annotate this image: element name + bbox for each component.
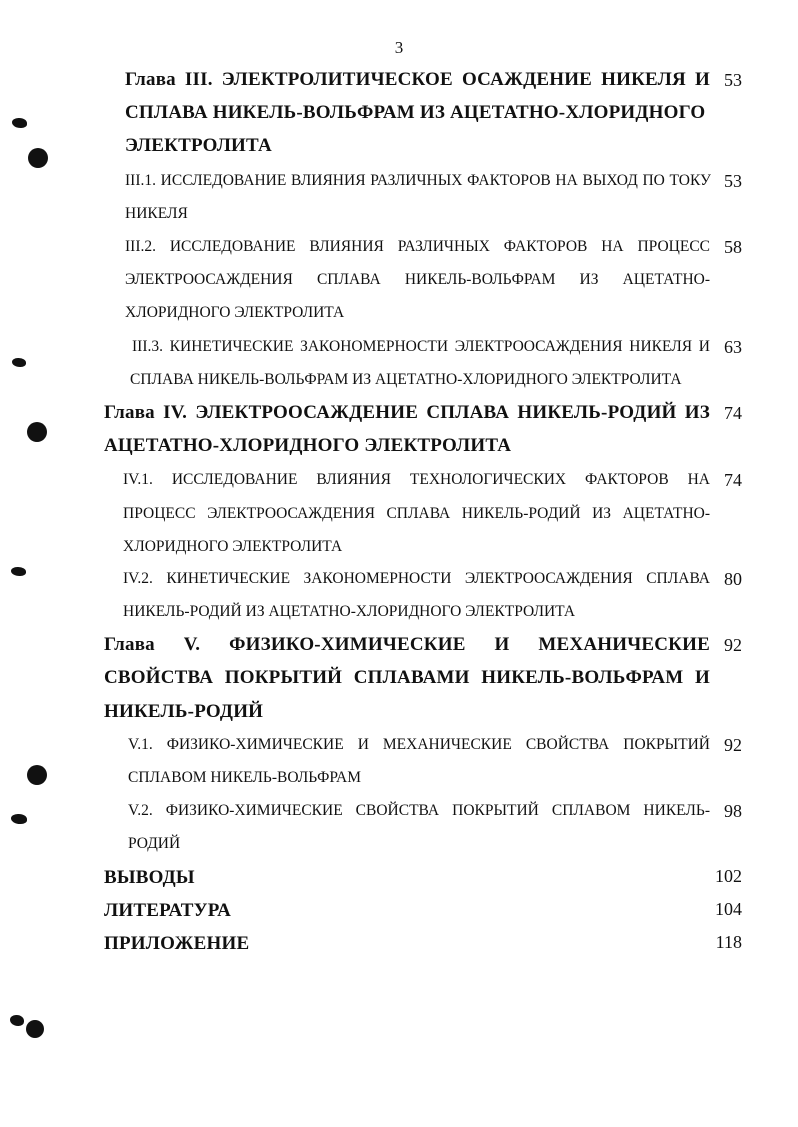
- toc-literature: ЛИТЕРАТУРА: [104, 900, 232, 921]
- binder-hole-mark: [27, 422, 47, 442]
- toc-section-3-1-line-1: III.1. ИССЛЕДОВАНИЕ ВЛИЯНИЯ РАЗЛИЧНЫХ ФАКТОРОВ НА ВЫХОД ПО ТОКУ: [125, 172, 711, 189]
- toc-section-5-1-line-2: СПЛАВОМ НИКЕЛЬ-ВОЛЬФРАМ: [128, 769, 362, 786]
- toc-page-literature: 104: [715, 899, 742, 919]
- toc-chapter-3-line-2: СПЛАВА НИКЕЛЬ-ВОЛЬФРАМ ИЗ АЦЕТАТНО-ХЛОРИДНОГО: [125, 102, 706, 123]
- toc-page-section-3-1: 53: [724, 171, 742, 191]
- toc-section-4-1-line-2: ПРОЦЕСС ЭЛЕКТРООСАЖДЕНИЯ СПЛАВА НИКЕЛЬ-РОДИЙ ИЗ АЦЕТАТНО-: [123, 505, 710, 522]
- toc-chapter-4-line-2: АЦЕТАТНО-ХЛОРИДНОГО ЭЛЕКТРОЛИТА: [104, 435, 512, 456]
- page-number: 3: [394, 38, 404, 57]
- ink-blot-mark: [12, 358, 26, 367]
- toc-section-5-1-line-1: V.1. ФИЗИКО-ХИМИЧЕСКИЕ И МЕХАНИЧЕСКИЕ СВОЙСТВА ПОКРЫТИЙ: [128, 736, 710, 753]
- toc-section-3-3-line-1: III.3. КИНЕТИЧЕСКИЕ ЗАКОНОМЕРНОСТИ ЭЛЕКТРООСАЖДЕНИЯ НИКЕЛЯ И: [132, 338, 710, 355]
- binder-hole-mark: [28, 148, 48, 168]
- toc-chapter-3-line-3: ЭЛЕКТРОЛИТА: [125, 135, 272, 156]
- ink-blot-mark: [10, 1015, 24, 1026]
- toc-page-section-3-3: 63: [724, 337, 742, 357]
- toc-section-3-2-line-2: ЭЛЕКТРООСАЖДЕНИЯ СПЛАВА НИКЕЛЬ-ВОЛЬФРАМ ИЗ АЦЕТАТНО-: [125, 271, 710, 288]
- toc-section-3-2-line-3: ХЛОРИДНОГО ЭЛЕКТРОЛИТА: [125, 304, 345, 321]
- toc-section-3-3-line-2: СПЛАВА НИКЕЛЬ-ВОЛЬФРАМ ИЗ АЦЕТАТНО-ХЛОРИДНОГО ЭЛЕКТРОЛИТА: [130, 371, 682, 388]
- toc-page-section-4-2: 80: [724, 569, 742, 589]
- ink-blot-mark: [12, 118, 27, 128]
- toc-section-4-2-line-1: IV.2. КИНЕТИЧЕСКИЕ ЗАКОНОМЕРНОСТИ ЭЛЕКТРООСАЖДЕНИЯ СПЛАВА: [123, 570, 710, 587]
- binder-hole-mark: [26, 1020, 44, 1038]
- toc-section-3-1-line-2: НИКЕЛЯ: [125, 205, 188, 222]
- toc-page-section-4-1: 74: [724, 470, 742, 490]
- binder-hole-mark: [27, 765, 47, 785]
- toc-section-3-2-line-1: III.2. ИССЛЕДОВАНИЕ ВЛИЯНИЯ РАЗЛИЧНЫХ ФАКТОРОВ НА ПРОЦЕСС: [125, 238, 710, 255]
- toc-page-chapter-5: 92: [724, 635, 742, 655]
- toc-appendix: ПРИЛОЖЕНИЕ: [104, 933, 250, 954]
- toc-page-section-3-2: 58: [724, 237, 742, 257]
- ink-blot-mark: [11, 567, 26, 576]
- toc-chapter-4-line-1: Глава IV. ЭЛЕКТРООСАЖДЕНИЕ СПЛАВА НИКЕЛЬ-РОДИЙ ИЗ: [104, 402, 710, 423]
- toc-page-section-5-1: 92: [724, 735, 742, 755]
- toc-page-appendix: 118: [715, 932, 742, 952]
- toc-section-5-2-line-2: РОДИЙ: [128, 835, 181, 852]
- ink-blot-mark: [11, 814, 27, 824]
- toc-chapter-5-line-2: СВОЙСТВА ПОКРЫТИЙ СПЛАВАМИ НИКЕЛЬ-ВОЛЬФРАМ И: [104, 667, 710, 688]
- toc-section-5-2-line-1: V.2. ФИЗИКО-ХИМИЧЕСКИЕ СВОЙСТВА ПОКРЫТИЙ СПЛАВОМ НИКЕЛЬ-: [128, 802, 710, 819]
- toc-chapter-5-line-1: Глава V. ФИЗИКО-ХИМИЧЕСКИЕ И МЕХАНИЧЕСКИЕ: [104, 634, 710, 655]
- toc-chapter-3-line-1: Глава III. ЭЛЕКТРОЛИТИЧЕСКОЕ ОСАЖДЕНИЕ НИКЕЛЯ И: [125, 69, 710, 90]
- toc-page-chapter-3: 53: [724, 70, 742, 90]
- toc-chapter-5-line-3: НИКЕЛЬ-РОДИЙ: [104, 701, 264, 722]
- toc-page-section-5-2: 98: [724, 801, 742, 821]
- toc-page-conclusions: 102: [715, 866, 742, 886]
- toc-section-4-2-line-2: НИКЕЛЬ-РОДИЙ ИЗ АЦЕТАТНО-ХЛОРИДНОГО ЭЛЕКТРОЛИТА: [123, 603, 576, 620]
- toc-section-4-1-line-3: ХЛОРИДНОГО ЭЛЕКТРОЛИТА: [123, 538, 343, 555]
- toc-conclusions: ВЫВОДЫ: [104, 867, 195, 888]
- toc-page-chapter-4: 74: [724, 403, 742, 423]
- toc-section-4-1-line-1: IV.1. ИССЛЕДОВАНИЕ ВЛИЯНИЯ ТЕХНОЛОГИЧЕСКИХ ФАКТОРОВ НА: [123, 471, 710, 488]
